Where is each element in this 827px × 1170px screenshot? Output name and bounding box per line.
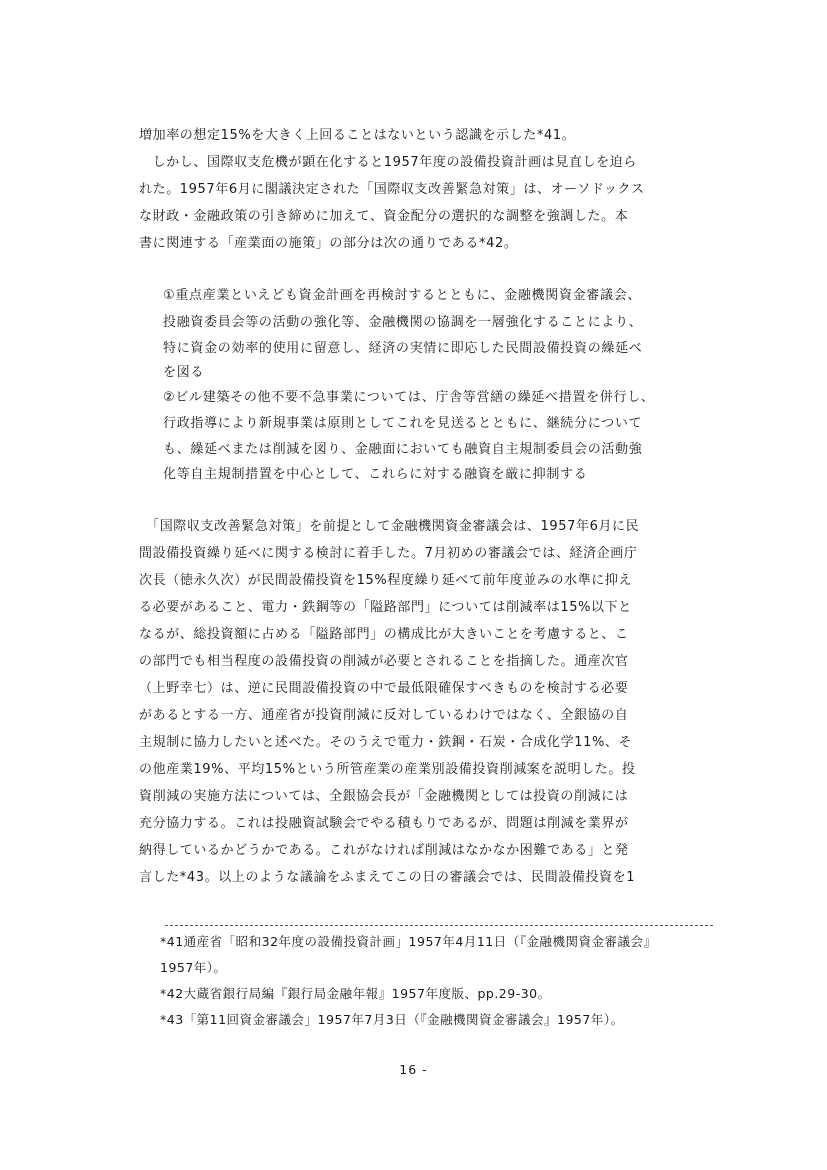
text-line: があるとする一方、通産省が投資削減に反対しているわけではなく、全銀協の自 — [139, 708, 629, 723]
text-line: 間設備投資繰り延べに関する検討に着手した。7月初めの審議会では、経済企画庁 — [139, 546, 638, 561]
text-line: なるが、総投資額に占める「隘路部門」の構成比が大きいことを考慮すると、こ — [139, 627, 629, 642]
text-line: 言した*43。以上のような議論をふまえてこの日の審議会では、民間設備投資を1 — [139, 870, 636, 885]
list-item-line: を図る — [163, 365, 205, 380]
footnote-line: *43「第11回資金審議会」1957年7月3日（『金融機関資金審議会』1957年）。 — [160, 1012, 624, 1027]
text-line: 書に関連する「産業面の施策」の部分は次の通りである*42。 — [139, 236, 518, 251]
list-item-line: 行政指導により新規事業は原則としてこれを見送るとともに、継続分について — [163, 416, 643, 431]
text-line: 増加率の想定15%を大きく上回ることはないという認識を示した*41。 — [139, 128, 576, 143]
list-item-line: 特に資金の効率的使用に留意し、経済の実情に即応した民間設備投資の繰延べ — [163, 341, 643, 356]
text-line: 「国際収支改善緊急対策」を前提として金融機関資金審議会は、1957年6月に民 — [139, 519, 640, 534]
text-line: 資削減の実施方法については、全銀協会長が「金融機関としては投資の削減には — [139, 789, 629, 804]
list-item-line: 化等自主規制措置を中心として、これらに対する融資を厳に抑制する — [163, 467, 588, 482]
text-line: な財政・金融政策の引き締めに加えて、資金配分の選択的な調整を強調した。本 — [139, 209, 629, 224]
text-line: しかし、国際収支危機が顕在化すると1957年度の設備投資計画は見直しを迫ら — [139, 155, 637, 170]
text-line: の部門でも相当程度の設備投資の削減が必要とされることを指摘した。通産次官 — [139, 654, 629, 669]
text-line: の他産業19%、平均15%という所管産業の産業別設備投資削減案を説明した。投 — [139, 762, 636, 777]
list-item-line: ①重点産業といえども資金計画を再検討するとともに、金融機関資金審議会、 — [163, 288, 642, 303]
page-number: 16 - — [399, 1062, 428, 1077]
footnote-line: 1957年）。 — [160, 960, 227, 975]
list-item-line: ②ビル建築その他不要不急事業については、庁舎等営繕の繰延べ措置を併行し、 — [163, 390, 655, 405]
footnote-divider — [165, 925, 713, 926]
text-line: 主規制に協力したいと述べた。そのうえで電力・鉄鋼・石炭・合成化学11%、そ — [139, 735, 633, 750]
text-line: （上野幸七）は、逆に民間設備投資の中で最低限確保すべきものを検討する必要 — [139, 681, 629, 696]
text-line: 納得しているかどうかである。これがなければ削減はなかなか困難である」と発 — [139, 843, 629, 858]
footnote-line: *41通産省「昭和32年度の設備投資計画」1957年4月11日（『金融機関資金審議会』 — [160, 934, 657, 949]
text-line: る必要があること、電力・鉄鋼等の「隘路部門」については削減率は15%以下と — [139, 600, 632, 615]
text-line: 次長（徳永久次）が民間設備投資を15%程度繰り延べて前年度並みの水準に抑え — [139, 573, 633, 588]
footnote-line: *42大蔵省銀行局編『銀行局金融年報』1957年度版、pp.29-30。 — [160, 986, 551, 1001]
list-item-line: 投融資委員会等の活動の強化等、金融機関の協調を一層強化することにより、 — [163, 315, 643, 330]
list-item-line: も、繰延べまたは削減を図り、金融面においても融資自主規制委員会の活動強 — [163, 442, 643, 457]
text-line: れた。1957年6月に閣議決定された「国際収支改善緊急対策」は、オーソドックス — [139, 182, 645, 197]
text-line: 充分協力する。これは投融資試験会でやる積もりであるが、問題は削減を業界が — [139, 816, 629, 831]
